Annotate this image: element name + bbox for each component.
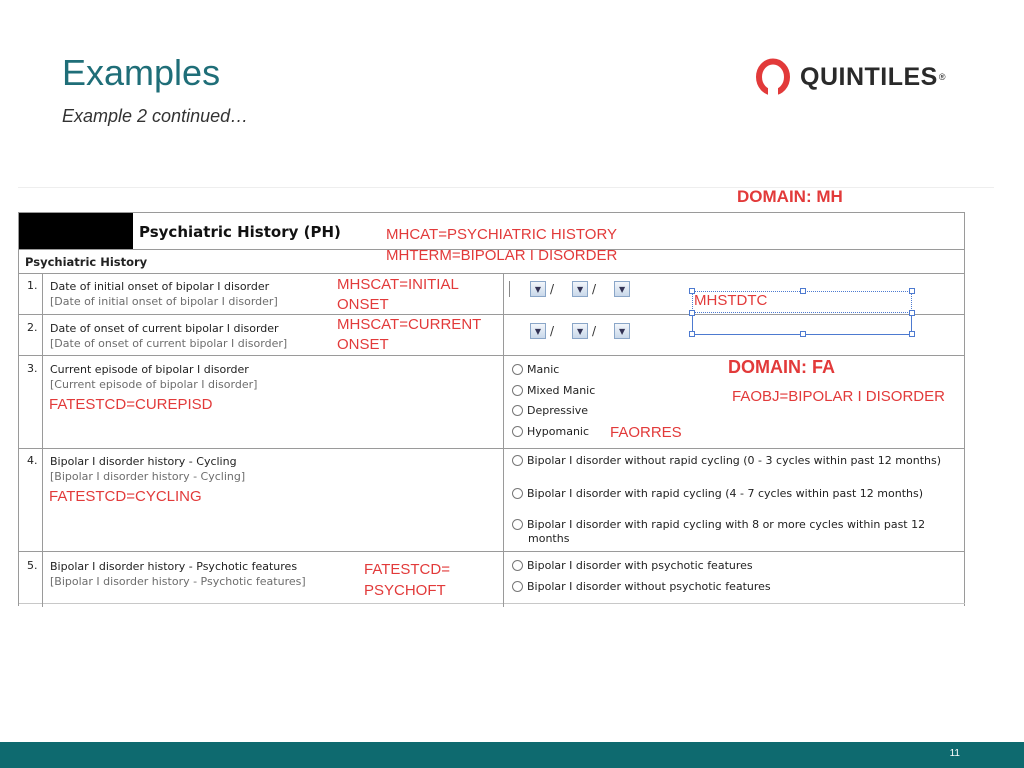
question-label: Date of initial onset of bipolar I disorder	[50, 280, 270, 293]
question-label: Current episode of bipolar I disorder	[50, 363, 249, 376]
radio-option[interactable]	[512, 487, 952, 501]
resize-handle[interactable]	[689, 310, 695, 316]
chevron-down-icon[interactable]: ▼	[614, 281, 630, 297]
row-divider	[19, 273, 965, 274]
divider	[18, 187, 994, 188]
radio-option[interactable]	[512, 454, 952, 468]
chevron-down-icon[interactable]: ▼	[614, 323, 630, 339]
date-separator: /	[550, 282, 555, 296]
resize-handle[interactable]	[800, 331, 806, 337]
option-label: Hypomanic	[527, 425, 590, 438]
radio-button[interactable]	[512, 426, 523, 437]
resize-handle[interactable]	[909, 310, 915, 316]
annotation-mhscat-current: MHSCAT=CURRENT	[337, 316, 482, 333]
quintiles-logo	[754, 57, 945, 97]
option-label: Depressive	[527, 404, 589, 417]
option-label: Manic	[527, 363, 560, 376]
date-field-day[interactable]	[509, 281, 510, 297]
resize-handle[interactable]	[909, 331, 915, 337]
question-number: 4.	[27, 454, 38, 467]
annotation-mhscat-current-2: ONSET	[337, 336, 389, 353]
question-label: Date of onset of current bipolar I disorder	[50, 322, 279, 335]
question-text	[50, 362, 257, 392]
radio-option[interactable]	[512, 518, 952, 546]
annotation-domain-mh: DOMAIN: MH	[737, 187, 843, 206]
option-label: Mixed Manic	[527, 384, 596, 397]
annotation-mhscat-initial-2: ONSET	[337, 296, 389, 313]
annotation-fatestcd-cycling: FATESTCD=CYCLING	[49, 488, 202, 505]
date-separator: /	[592, 324, 597, 338]
date-input-initial-onset[interactable]	[509, 279, 634, 299]
logo-text: QUINTILES	[800, 62, 938, 91]
radio-option[interactable]	[512, 580, 771, 594]
annotation-fatestcd-psychoft-2: PSYCHOFT	[364, 582, 446, 599]
column-divider	[42, 273, 43, 607]
question-number: 2.	[27, 321, 38, 334]
row-divider	[19, 551, 965, 552]
radio-button[interactable]	[512, 560, 523, 571]
option-label: Bipolar I disorder without rapid cycling (0 - 3 cycles within past 12 months)	[527, 454, 942, 467]
question-label: Bipolar I disorder history - Psychotic features	[50, 560, 298, 573]
radio-button[interactable]	[512, 364, 523, 375]
question-sublabel: [Bipolar I disorder history - Cycling]	[50, 470, 246, 483]
date-input-current-onset[interactable]	[509, 321, 634, 341]
page-number: 11	[949, 748, 960, 759]
radio-option[interactable]	[512, 384, 595, 398]
footer-bar	[0, 742, 1024, 768]
radio-button[interactable]	[512, 488, 523, 499]
option-label: Bipolar I disorder with rapid cycling with 8 or more cycles within past 12 months	[527, 518, 926, 545]
question-text	[50, 321, 287, 351]
question-text	[50, 559, 306, 589]
question-sublabel: [Bipolar I disorder history - Psychotic features]	[50, 575, 306, 588]
radio-button[interactable]	[512, 385, 523, 396]
resize-handle[interactable]	[800, 288, 806, 294]
radio-option[interactable]	[512, 559, 753, 573]
radio-button[interactable]	[512, 581, 523, 592]
option-label: Bipolar I disorder without psychotic features	[527, 580, 771, 593]
logo-registered-mark: ®	[938, 72, 946, 82]
resize-handle[interactable]	[689, 331, 695, 337]
annotation-fatestcd-curepisd: FATESTCD=CUREPISD	[49, 396, 213, 413]
chevron-down-icon[interactable]: ▼	[572, 323, 588, 339]
radio-option[interactable]	[512, 425, 589, 439]
question-sublabel: [Date of onset of current bipolar I disorder]	[50, 337, 288, 350]
chevron-down-icon[interactable]: ▼	[530, 323, 546, 339]
chevron-down-icon[interactable]: ▼	[572, 281, 588, 297]
chevron-down-icon[interactable]: ▼	[530, 281, 546, 297]
annotation-mhcat: MHCAT=PSYCHIATRIC HISTORY	[386, 226, 618, 243]
redacted-block	[19, 213, 133, 249]
date-separator: /	[592, 282, 597, 296]
radio-button[interactable]	[512, 519, 523, 530]
quintiles-q-logo-icon	[754, 57, 792, 97]
annotation-faorres: FAORRES	[610, 424, 682, 441]
annotation-fatestcd-psychoft: FATESTCD=	[364, 561, 450, 578]
radio-option[interactable]	[512, 404, 588, 418]
annotation-mhterm: MHTERM=BIPOLAR I DISORDER	[386, 247, 618, 264]
radio-button[interactable]	[512, 405, 523, 416]
annotation-faobj: FAOBJ=BIPOLAR I DISORDER	[732, 388, 945, 405]
form-title: Psychiatric History (PH)	[139, 223, 341, 241]
question-text	[50, 454, 245, 484]
row-divider	[19, 448, 965, 449]
question-text	[50, 279, 278, 309]
question-sublabel: [Current episode of bipolar I disorder]	[50, 378, 258, 391]
column-divider	[503, 273, 504, 607]
question-number: 1.	[27, 279, 38, 292]
option-label: Bipolar I disorder with rapid cycling (4 - 7 cycles within past 12 months)	[527, 487, 923, 500]
question-label: Bipolar I disorder history - Cycling	[50, 455, 237, 468]
annotation-mhstdtc: MHSTDTC	[694, 292, 768, 309]
row-divider	[19, 603, 965, 604]
option-label: Bipolar I disorder with psychotic features	[527, 559, 753, 572]
radio-option[interactable]	[512, 363, 559, 377]
row-divider	[19, 355, 965, 356]
slide-subtitle: Example 2 continued…	[62, 106, 249, 126]
question-number: 5.	[27, 559, 38, 572]
resize-handle[interactable]	[909, 288, 915, 294]
question-number: 3.	[27, 362, 38, 375]
annotation-domain-fa: DOMAIN: FA	[728, 357, 835, 377]
slide-title: Examples	[62, 52, 221, 93]
section-header: Psychiatric History	[25, 255, 148, 269]
date-separator: /	[550, 324, 555, 338]
question-sublabel: [Date of initial onset of bipolar I disorder]	[50, 295, 278, 308]
radio-button[interactable]	[512, 455, 523, 466]
annotation-mhscat-initial: MHSCAT=INITIAL	[337, 276, 459, 293]
date-field-day[interactable]	[509, 323, 510, 339]
